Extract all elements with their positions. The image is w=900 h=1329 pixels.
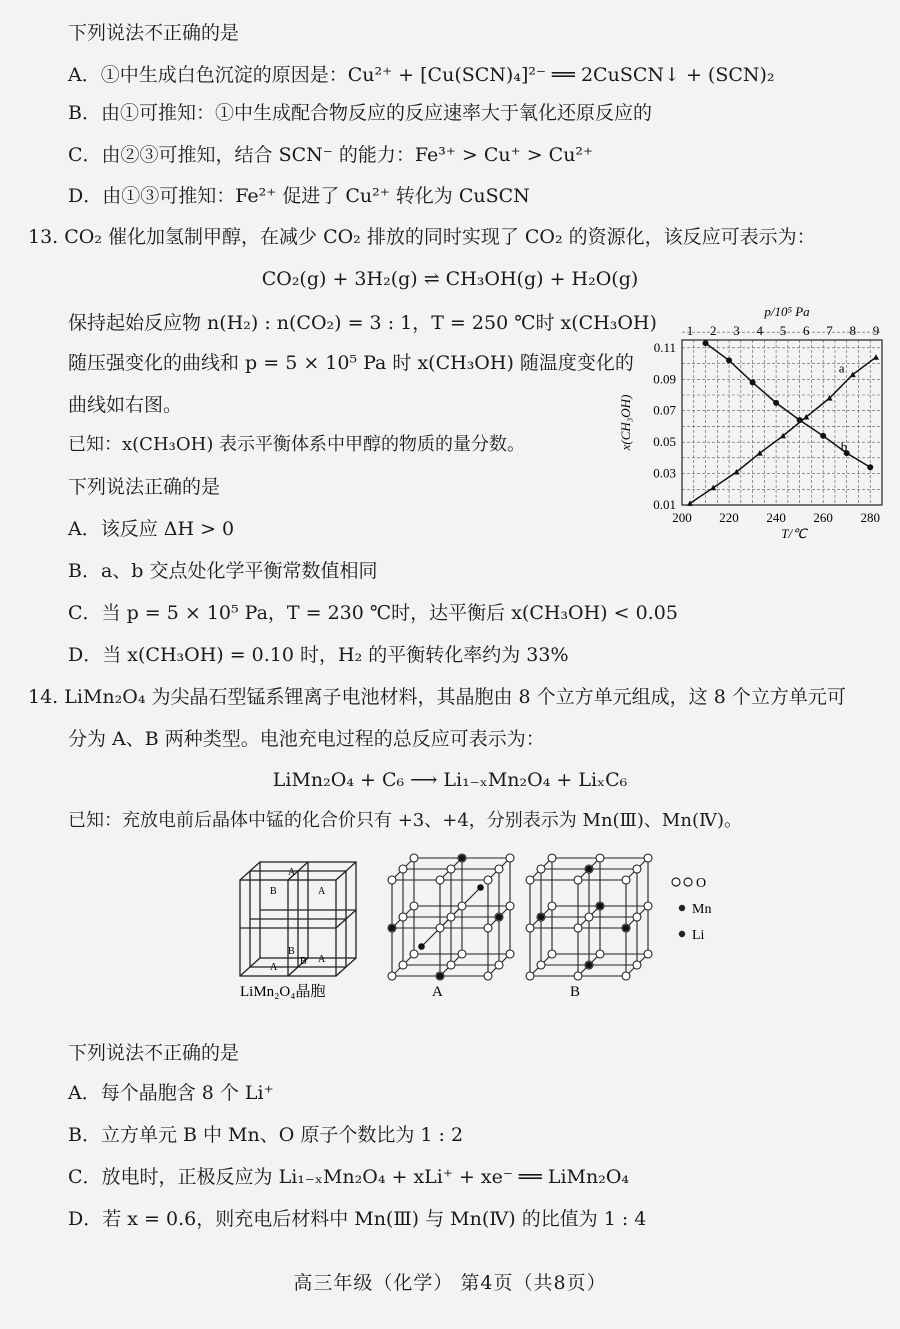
o-atom bbox=[585, 913, 593, 921]
o-atom bbox=[399, 913, 407, 921]
mn-atom bbox=[597, 903, 604, 910]
o-atom bbox=[622, 876, 630, 884]
cell-letter-7: A bbox=[318, 954, 326, 965]
chart-point-b bbox=[867, 464, 873, 470]
cube-b-drawing bbox=[526, 854, 652, 980]
chart-y-tick-label: 0.07 bbox=[653, 402, 676, 418]
legend-o: O bbox=[696, 876, 707, 891]
unit-cell-drawing bbox=[240, 862, 356, 976]
o-atom bbox=[410, 950, 418, 958]
q14-stem-2: 分为 A、B 两种类型。电池充电过程的总反应可表示为： bbox=[68, 728, 545, 750]
cell-letter-1: A bbox=[288, 867, 296, 878]
o-atom bbox=[574, 972, 582, 980]
o-atom bbox=[388, 876, 396, 884]
crystal-figures bbox=[230, 850, 750, 1010]
chart-top-tick-label: 7 bbox=[826, 323, 833, 338]
chart-top-axis-label: p/10⁵ Pa bbox=[764, 304, 810, 319]
q14-option-a: A．每个晶胞含 8 个 Li⁺ bbox=[68, 1082, 274, 1104]
q14-option-d: D．若 x = 0.6，则充电后材料中 Mn(Ⅲ) 与 Mn(Ⅳ) 的比值为 1 : 4 bbox=[68, 1208, 647, 1230]
q14-ask: 下列说法不正确的是 bbox=[68, 1042, 240, 1064]
o-atom bbox=[484, 924, 492, 932]
mn-atom bbox=[623, 925, 630, 932]
q13-desc-1: 保持起始反应物 n(H₂) : n(CO₂) = 3 : 1，T = 250 ℃时 x(CH₃OH) bbox=[68, 312, 657, 334]
o-atom bbox=[644, 854, 652, 862]
chart-point-b bbox=[773, 400, 779, 406]
chart-top-tick-label: 6 bbox=[803, 323, 810, 338]
li-atom bbox=[477, 884, 484, 891]
o-atom bbox=[410, 854, 418, 862]
o-atom bbox=[399, 865, 407, 873]
o-atom bbox=[447, 913, 455, 921]
o-atom bbox=[495, 865, 503, 873]
legend-o-marker bbox=[672, 878, 680, 886]
cell-letter-6: B bbox=[300, 956, 307, 967]
q13-ask: 下列说法正确的是 bbox=[68, 476, 221, 498]
mn-atom bbox=[389, 925, 396, 932]
chart-y-tick-label: 0.05 bbox=[653, 434, 676, 450]
o-atom bbox=[436, 876, 444, 884]
legend-mn: Mn bbox=[692, 902, 712, 917]
o-atom bbox=[458, 902, 466, 910]
o-atom bbox=[410, 902, 418, 910]
chart-frame bbox=[682, 340, 882, 505]
o-atom bbox=[633, 961, 641, 969]
q13-option-a: A．该反应 ΔH > 0 bbox=[68, 518, 235, 540]
q13-chart bbox=[612, 300, 900, 550]
q13-known: 已知：x(CH₃OH) 表示平衡体系中甲醇的物质的量分数。 bbox=[68, 434, 526, 455]
o-atom bbox=[388, 972, 396, 980]
chart-top-tick-label: 3 bbox=[733, 323, 740, 338]
q13-desc-2: 随压强变化的曲线和 p = 5 × 10⁵ Pa 时 x(CH₃OH) 随温度变化的 bbox=[68, 352, 634, 374]
cell-letter-5: A bbox=[270, 962, 278, 973]
o-atom bbox=[537, 865, 545, 873]
o-atom bbox=[548, 950, 556, 958]
o-atom bbox=[526, 972, 534, 980]
q14-option-c: C．放电时，正极反应为 Li₁₋ₓMn₂O₄ + xLi⁺ + xe⁻ ══ LiMn₂O₄ bbox=[68, 1166, 630, 1188]
cell-letter-2: B bbox=[270, 886, 277, 897]
legend-mn-marker bbox=[679, 905, 685, 911]
chart-point-b bbox=[726, 357, 732, 363]
o-atom bbox=[548, 902, 556, 910]
o-atom bbox=[458, 950, 466, 958]
chart-point-a bbox=[873, 354, 879, 360]
chart-point-b bbox=[820, 433, 826, 439]
mn-atom bbox=[586, 962, 593, 969]
fig-label-a: A bbox=[432, 984, 443, 1000]
q13-option-b: B．a、b 交点处化学平衡常数值相同 bbox=[68, 560, 378, 582]
chart-y-tick-label: 0.03 bbox=[653, 465, 676, 481]
chart-top-tick-label: 8 bbox=[849, 323, 856, 338]
chart-x-axis-label: T/℃ bbox=[781, 526, 807, 541]
q13-option-c: C．当 p = 5 × 10⁵ Pa，T = 230 ℃时，达平衡后 x(CH₃OH) < 0.05 bbox=[68, 602, 678, 624]
q14-stem-1: 14. LiMn₂O₄ 为尖晶石型锰系锂离子电池材料，其晶胞由 8 个立方单元组成，这 8 个立方单元可 bbox=[28, 686, 846, 708]
chart-point-b bbox=[703, 340, 709, 346]
fig-label-cell: LiMn₂O₄晶胞 bbox=[240, 984, 326, 1000]
q12-option-a: A．①中生成白色沉淀的原因是：Cu²⁺ + [Cu(SCN)₄]²⁻ ══ 2CuSCN↓ + (SCN)₂ bbox=[68, 64, 775, 86]
legend-li: Li bbox=[692, 928, 705, 943]
o-atom bbox=[526, 876, 534, 884]
o-atom bbox=[484, 972, 492, 980]
o-atom bbox=[644, 950, 652, 958]
q12-stem: 下列说法不正确的是 bbox=[68, 22, 240, 44]
o-atom bbox=[399, 961, 407, 969]
chart-y-tick-label: 0.01 bbox=[653, 497, 676, 512]
o-atom bbox=[484, 876, 492, 884]
q13-option-d: D．当 x(CH₃OH) = 0.10 时，H₂ 的平衡转化率约为 33% bbox=[68, 644, 569, 666]
o-atom bbox=[596, 950, 604, 958]
legend-li-marker bbox=[679, 931, 685, 937]
o-atom bbox=[447, 865, 455, 873]
cube-a-drawing bbox=[388, 854, 514, 980]
chart-x-tick-label: 240 bbox=[766, 510, 786, 525]
li-atom bbox=[418, 943, 425, 950]
chart-top-tick-label: 2 bbox=[710, 323, 717, 338]
chart-top-tick-label: 5 bbox=[779, 323, 787, 338]
chart-x-tick-label: 200 bbox=[672, 510, 692, 525]
fig-label-b: B bbox=[570, 984, 581, 1000]
chart-y-tick-label: 0.11 bbox=[653, 339, 676, 355]
cell-letter-4: B bbox=[288, 946, 295, 957]
chart-x-tick-label: 220 bbox=[719, 510, 739, 525]
o-atom bbox=[574, 876, 582, 884]
o-atom bbox=[633, 865, 641, 873]
o-atom bbox=[548, 854, 556, 862]
mn-atom bbox=[538, 914, 545, 921]
q12-option-d: D．由①③可推知：Fe²⁺ 促进了 Cu²⁺ 转化为 CuSCN bbox=[68, 185, 530, 207]
q13-desc-3: 曲线如右图。 bbox=[68, 394, 183, 416]
mn-atom bbox=[496, 914, 503, 921]
mn-atom bbox=[586, 866, 593, 873]
chart-svg bbox=[612, 300, 900, 550]
q12-option-c: C．由②③可推知，结合 SCN⁻ 的能力：Fe³⁺ > Cu⁺ > Cu²⁺ bbox=[68, 144, 594, 166]
chart-top-tick-label: 9 bbox=[872, 323, 880, 338]
chart-point-b bbox=[750, 379, 756, 385]
q12-option-b: B．由①可推知：①中生成配合物反应的反应速率大于氧化还原反应的 bbox=[68, 102, 652, 124]
legend-o-marker-2 bbox=[684, 878, 692, 886]
o-atom bbox=[644, 902, 652, 910]
chart-top-tick-label: 4 bbox=[756, 323, 763, 338]
o-atom bbox=[506, 902, 514, 910]
o-atom bbox=[596, 854, 604, 862]
q14-equation: LiMn₂O₄ + C₆ ⟶ Li₁₋ₓMn₂O₄ + LiₓC₆ bbox=[272, 769, 628, 791]
chart-y-axis-label: x(CH₃OH) bbox=[618, 394, 633, 451]
o-atom bbox=[447, 961, 455, 969]
o-atom bbox=[436, 924, 444, 932]
o-atom bbox=[537, 961, 545, 969]
o-atom bbox=[526, 924, 534, 932]
o-atom bbox=[622, 972, 630, 980]
chart-x-tick-label: 280 bbox=[860, 510, 880, 525]
o-atom bbox=[633, 913, 641, 921]
chart-point-b bbox=[797, 417, 803, 423]
o-atom bbox=[574, 924, 582, 932]
crystal-svg bbox=[230, 850, 750, 1010]
mn-atom bbox=[459, 855, 466, 862]
chart-y-tick-label: 0.09 bbox=[653, 371, 676, 387]
chart-series-label-b: b bbox=[840, 439, 848, 455]
q13-stem: 13. CO₂ 催化加氢制甲醇，在减少 CO₂ 排放的同时实现了 CO₂ 的资源化，该反应可表示为： bbox=[28, 226, 816, 248]
q13-equation: CO₂(g) + 3H₂(g) ⇌ CH₃OH(g) + H₂O(g) bbox=[261, 268, 639, 290]
o-atom bbox=[506, 950, 514, 958]
q14-known: 已知：充放电前后晶体中锰的化合价只有 +3、+4，分别表示为 Mn(Ⅲ)、Mn(Ⅳ)。 bbox=[68, 810, 742, 831]
chart-series-label-a: a bbox=[838, 360, 845, 376]
cell-letter-3: A bbox=[318, 886, 326, 897]
q14-option-b: B．立方单元 B 中 Mn、O 原子个数比为 1 : 2 bbox=[68, 1124, 464, 1146]
o-atom bbox=[495, 961, 503, 969]
o-atom bbox=[506, 854, 514, 862]
chart-x-tick-label: 260 bbox=[813, 510, 833, 525]
page-footer: 高三年级（化学） 第4页（共8页） bbox=[293, 1272, 607, 1294]
chart-top-tick-label: 1 bbox=[686, 323, 694, 338]
mn-atom bbox=[437, 973, 444, 980]
